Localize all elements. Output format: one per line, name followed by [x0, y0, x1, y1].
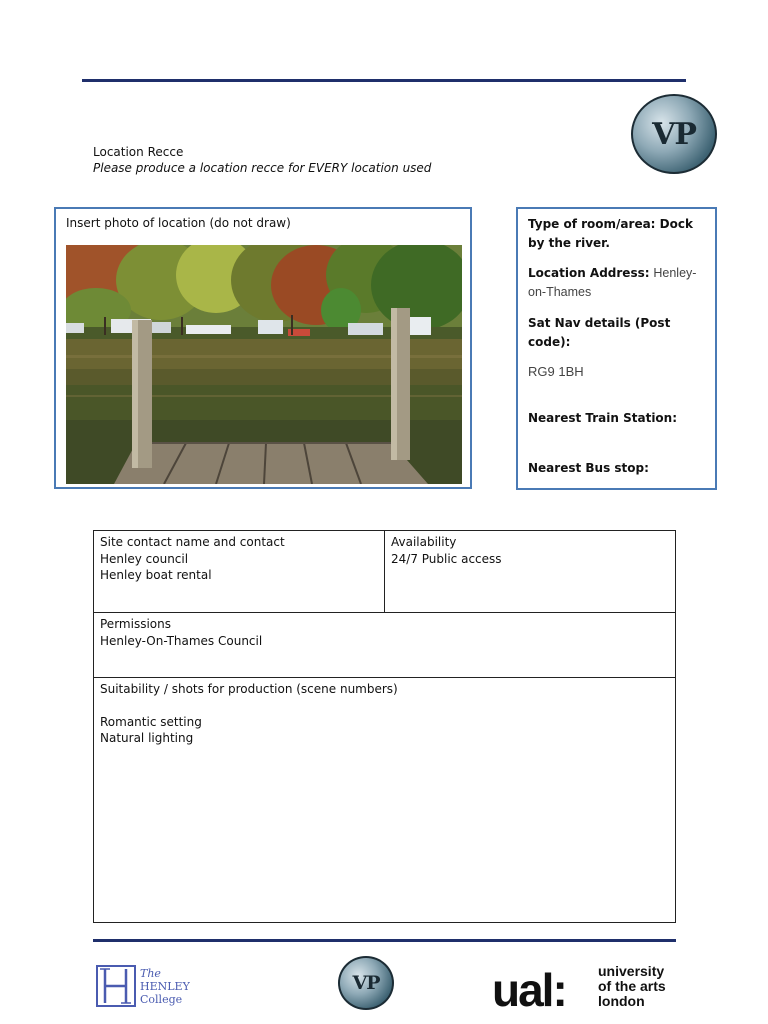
henley-text-the: The: [140, 967, 161, 980]
bus-stop-label: Nearest Bus stop:: [528, 461, 649, 475]
address-label: Location Address:: [528, 266, 650, 280]
satnav-label: Sat Nav details (Post code):: [528, 316, 671, 349]
ual-mark: ual:: [492, 964, 566, 1010]
availability-header: Availability: [391, 535, 457, 549]
vp-logo-small: [338, 956, 394, 1010]
location-info-box: [516, 207, 717, 490]
room-label: Type of room/area:: [528, 217, 656, 231]
ual-text-university: university: [598, 963, 665, 979]
suitability-line: Natural lighting: [100, 731, 194, 745]
room-value: Dock by the river.: [528, 217, 693, 250]
availability-value: 24/7 Public access: [391, 551, 502, 566]
permissions-value: Henley-On-Thames Council: [100, 633, 263, 648]
photo-box: [54, 207, 472, 489]
contact-header: Site contact name and contact: [100, 535, 285, 549]
details-table: [93, 530, 676, 923]
room-field: [528, 215, 705, 253]
suitability-header: Suitability / shots for production (scene numbers): [100, 682, 398, 696]
address-field: [528, 264, 705, 302]
photo-label: Insert photo of location (do not draw): [66, 216, 291, 230]
top-rule: [82, 79, 686, 82]
page-subtitle: Please produce a location recce for EVERY location used: [93, 161, 432, 175]
ual-text-of-the-arts: of the arts: [598, 978, 666, 994]
permissions-cell: [94, 613, 676, 678]
satnav-value: RG9 1BH: [528, 364, 584, 379]
vp-logo-text: VP: [652, 116, 696, 152]
henley-college-logo: [96, 965, 206, 1007]
ual-text-london: london: [598, 993, 645, 1009]
address-value: Henley-on-Thames: [528, 266, 697, 299]
ual-logo: [492, 962, 692, 1010]
bottom-rule: [93, 939, 676, 942]
location-photo: [66, 245, 462, 484]
contact-line: Henley boat rental: [100, 568, 212, 582]
suitability-line: Romantic setting: [100, 714, 202, 729]
vp-logo-small-text: VP: [352, 972, 380, 994]
contact-line: Henley council: [100, 551, 189, 566]
henley-text-name: HENLEY: [140, 980, 190, 993]
page-title: Location Recce: [93, 145, 184, 159]
train-station-label: Nearest Train Station:: [528, 411, 678, 425]
vp-logo: [631, 94, 717, 174]
contact-cell: [94, 531, 385, 613]
henley-text-college: College: [140, 993, 183, 1006]
permissions-header: Permissions: [100, 617, 171, 631]
suitability-cell: [94, 678, 676, 923]
availability-cell: [385, 531, 676, 613]
